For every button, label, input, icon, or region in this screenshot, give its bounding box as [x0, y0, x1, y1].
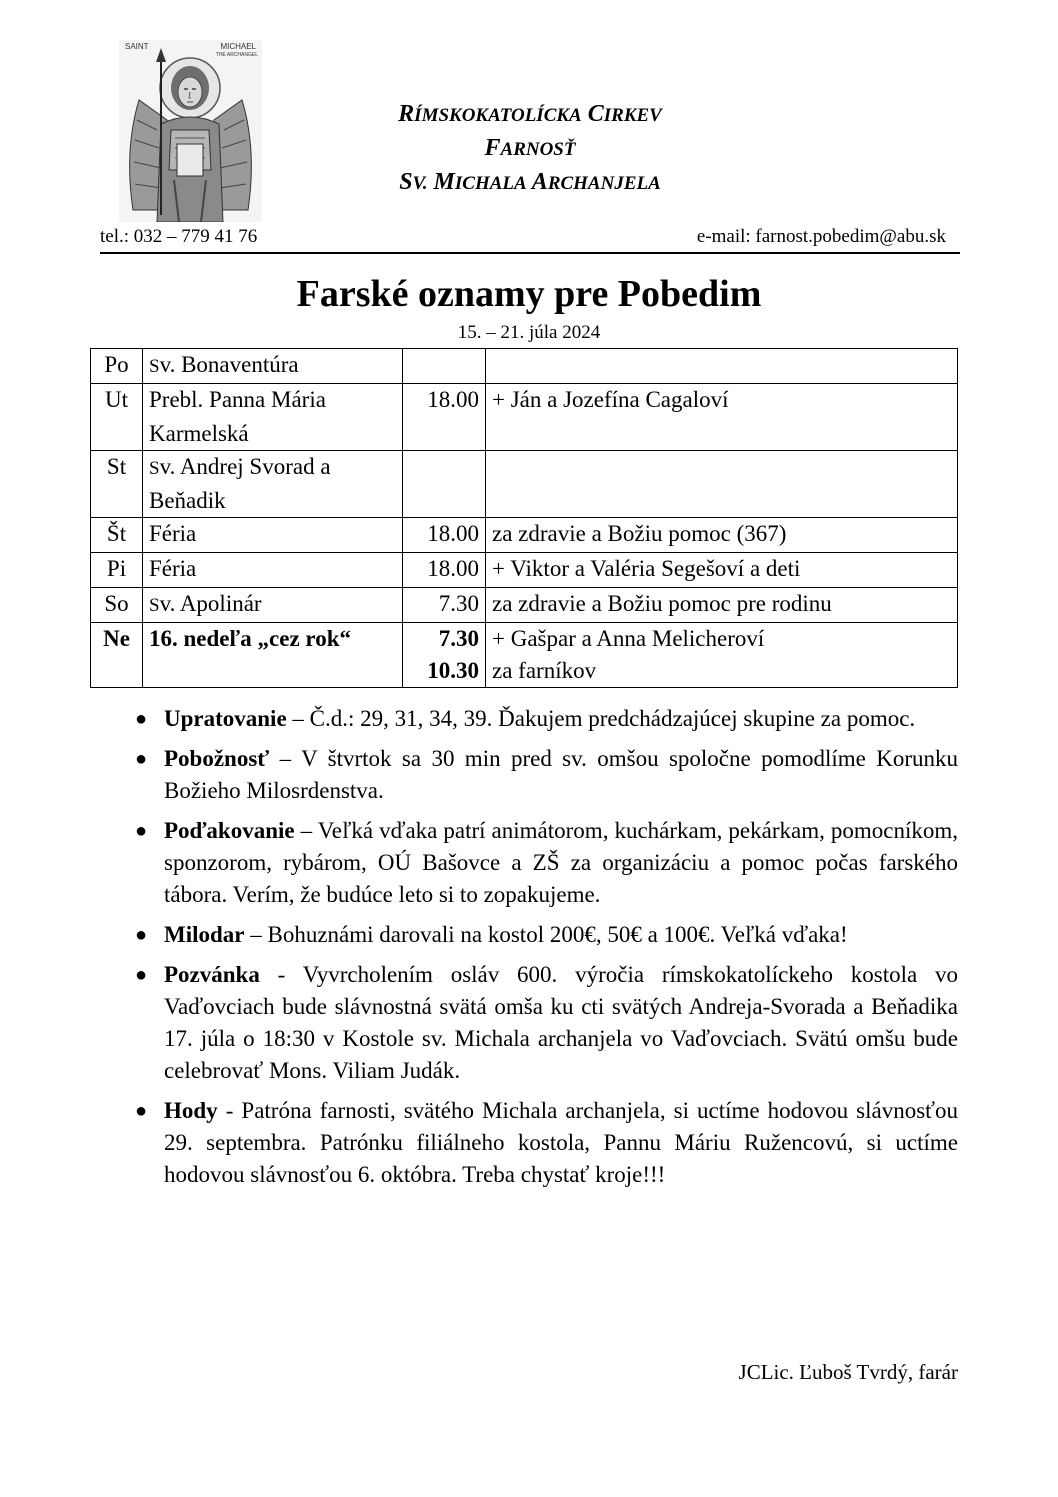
- notice-label: Milodar: [164, 922, 245, 947]
- email-address: e-mail: farnost.pobedim@abu.sk: [696, 226, 946, 247]
- notice-item: [131, 1095, 958, 1191]
- schedule-time: 18.00: [403, 518, 486, 553]
- schedule-time: [403, 623, 486, 688]
- schedule-row: [91, 451, 958, 518]
- schedule-intention: [486, 349, 958, 384]
- schedule-intention: za zdravie a Božiu pomoc pre rodinu: [486, 588, 958, 623]
- schedule-day: Ut: [91, 384, 143, 451]
- notice-text: – V štvrtok sa 30 min pred sv. omšou spoločne pomodlíme Korunku Božieho Milosrdenstva.: [164, 746, 958, 803]
- schedule-intention: [486, 451, 958, 518]
- date-range: 15. – 21. júla 2024: [457, 322, 601, 343]
- schedule-intention: za zdravie a Božiu pomoc (367): [486, 518, 958, 553]
- notice-item: [131, 743, 958, 807]
- notice-label: Pozvánka: [164, 962, 260, 987]
- schedule-intention-second: za farníkov: [492, 658, 597, 683]
- schedule-time-first: 7.30: [438, 626, 479, 651]
- notice-label: Poďakovanie: [164, 818, 295, 843]
- schedule-feast: 16. nedeľa „cez rok“: [143, 623, 403, 688]
- notice-item: [131, 919, 958, 951]
- schedule-feast: Prebl. Panna Mária Karmelská: [143, 384, 403, 451]
- icon-caption-left: SAINT: [125, 42, 149, 51]
- notice-label: Pobožnosť: [164, 746, 270, 771]
- contact-row: [100, 226, 960, 254]
- schedule-feast: Sv. Andrej Svorad a Beňadik: [143, 451, 403, 518]
- schedule-row: [91, 384, 958, 451]
- notice-text: - Vyvrcholením osláv 600. výročia rímskokatolíckeho kostola vo Vaďovciach bude slávnostná svätá omša ku cti svätých Andreja-Svorada a Beňadika 17. júla o 18:30 v Kostole sv. Michala archanjela vo Vaďovciach. Svätú omšu bude celebrovať Mons. Viliam Judák.: [164, 962, 958, 1083]
- schedule-row: [91, 588, 958, 623]
- schedule-day: Po: [91, 349, 143, 384]
- mass-schedule-table: [90, 348, 958, 688]
- notice-label: Upratovanie: [164, 706, 287, 731]
- header-line-church: RÍMSKOKATOLÍCKA CIRKEV: [398, 101, 662, 127]
- bullet-icon: ●: [135, 708, 148, 730]
- schedule-time: 18.00: [403, 553, 486, 588]
- schedule-time: 18.00: [403, 384, 486, 451]
- schedule-intention-first: + Gašpar a Anna Melicheroví: [492, 626, 765, 651]
- schedule-row: [91, 349, 958, 384]
- bullet-icon: ●: [135, 924, 148, 946]
- schedule-intention: [486, 623, 958, 688]
- schedule-day: St: [91, 451, 143, 518]
- schedule-feast: Sv. Apolinár: [143, 588, 403, 623]
- bullet-icon: ●: [135, 748, 148, 770]
- bullet-icon: ●: [135, 820, 148, 842]
- notice-label: Hody: [164, 1098, 218, 1123]
- schedule-intention: + Ján a Jozefína Cagaloví: [486, 384, 958, 451]
- notice-item: [131, 959, 958, 1087]
- schedule-intention: + Viktor a Valéria Segešoví a deti: [486, 553, 958, 588]
- header-line-parish: FARNOSŤ: [484, 135, 576, 161]
- saint-michael-icon: [119, 40, 262, 222]
- schedule-time: [403, 349, 486, 384]
- parish-header: [290, 98, 770, 200]
- icon-caption-right: MICHAEL: [220, 42, 256, 51]
- schedule-time: 7.30: [403, 588, 486, 623]
- notice-text: – Bohuznámi darovali na kostol 200€, 50€ a 100€. Veľká vďaka!: [244, 922, 848, 947]
- schedule-time-second: 10.30: [427, 658, 479, 683]
- icon-caption-sub: THE ARCHANGEL: [215, 52, 258, 58]
- notices-list: [131, 703, 958, 1199]
- notice-text: - Patróna farnosti, svätého Michala archanjela, si uctíme hodovou slávnosťou 29. septembra. Patrónku filiálneho kostola, Pannu Máriu Ružencovú, si uctíme hodovou slávnosťou 6. októbra. Treba chystať kroje!!!: [164, 1098, 958, 1187]
- schedule-day: So: [91, 588, 143, 623]
- phone-number: tel.: 032 – 779 41 76: [100, 226, 258, 247]
- schedule-row-sunday: [91, 623, 958, 688]
- notice-text: – Č.d.: 29, 31, 34, 39. Ďakujem predchádzajúcej skupine za pomoc.: [286, 706, 916, 731]
- header-line-saint: SV. MICHALA ARCHANJELA: [399, 169, 661, 195]
- schedule-feast: Féria: [143, 518, 403, 553]
- bullet-icon: ●: [135, 964, 148, 986]
- schedule-row: [91, 553, 958, 588]
- schedule-feast: Sv. Bonaventúra: [143, 349, 403, 384]
- schedule-day: Ne: [91, 623, 143, 688]
- notice-text: – Veľká vďaka patrí animátorom, kuchárkam, pekárkam, pomocníkom, sponzorom, rybárom, OÚ Bašovce a ZŠ za organizáciu a pomoc počas farského tábora. Verím, že budúce leto si to zopakujeme.: [164, 818, 958, 907]
- schedule-time: [403, 451, 486, 518]
- notice-item: [131, 815, 958, 911]
- schedule-row: [91, 518, 958, 553]
- schedule-feast: Féria: [143, 553, 403, 588]
- schedule-day: Št: [91, 518, 143, 553]
- bullet-icon: ●: [135, 1100, 148, 1122]
- signature: JCLic. Ľuboš Tvrdý, farár: [738, 1360, 958, 1384]
- schedule-day: Pi: [91, 553, 143, 588]
- notice-item: [131, 703, 958, 735]
- document-title: Farské oznamy pre Pobedim: [296, 273, 762, 315]
